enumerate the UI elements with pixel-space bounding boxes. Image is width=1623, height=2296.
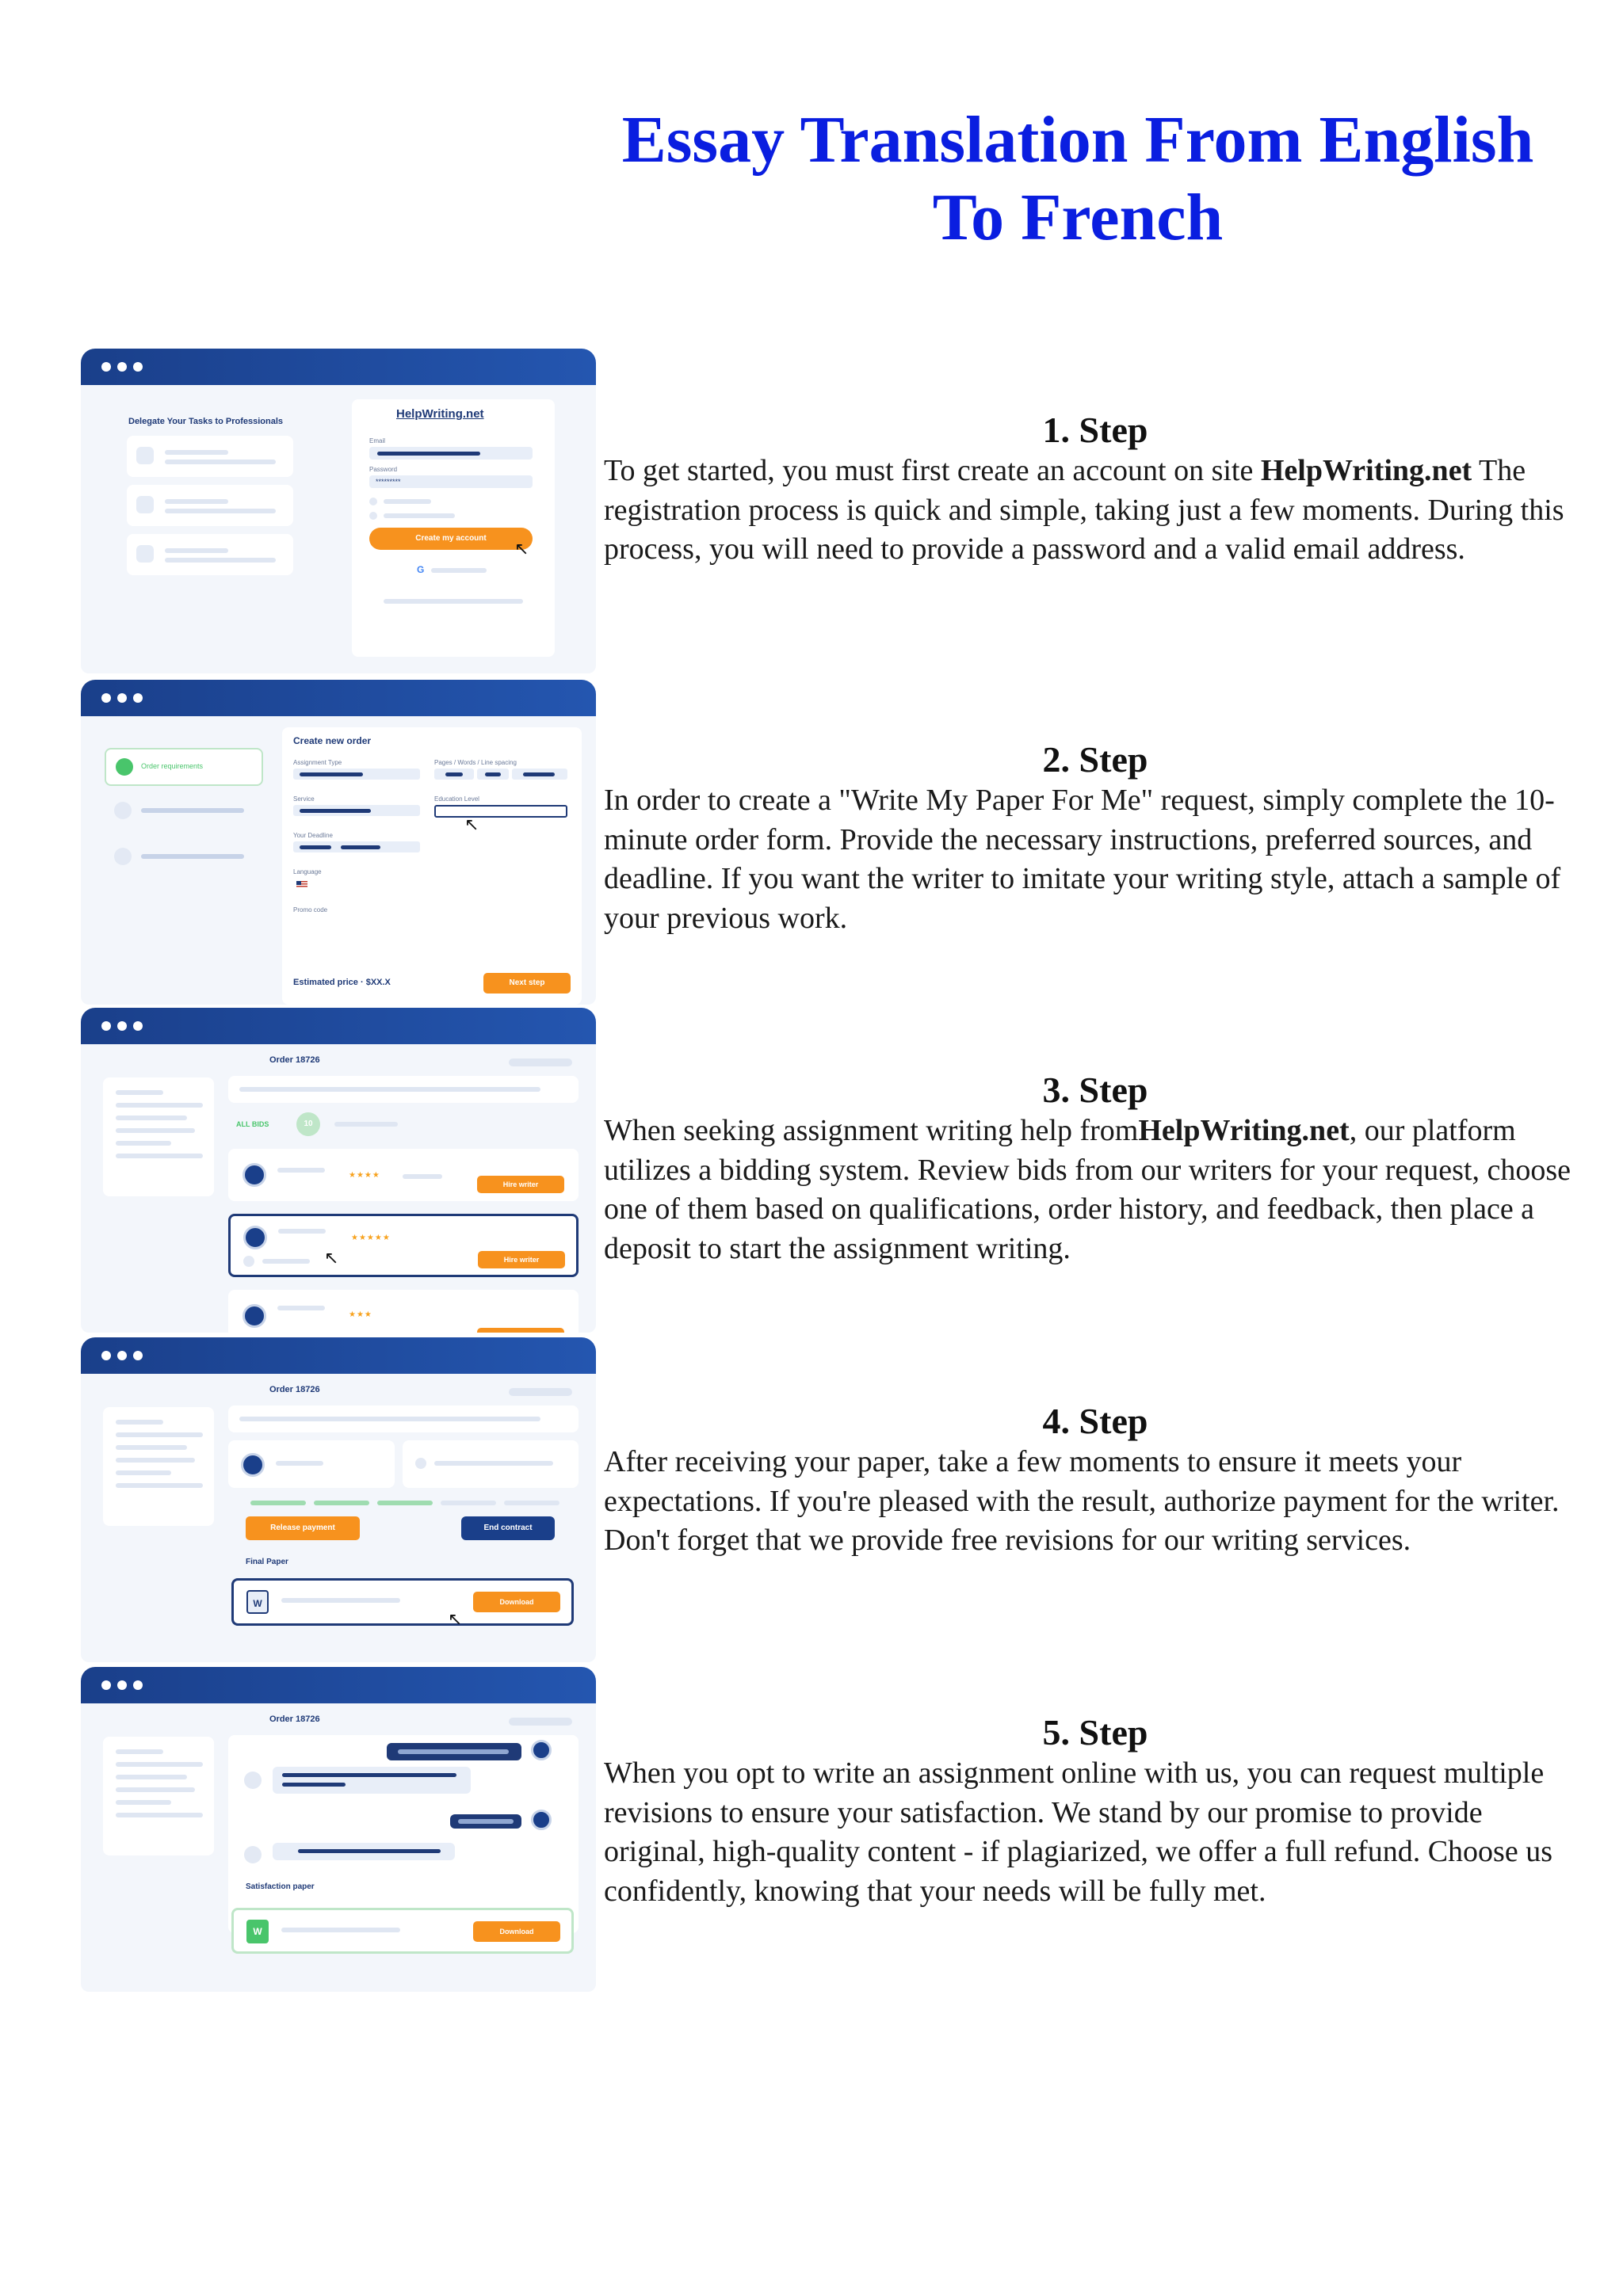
satisfaction-paper-row[interactable] <box>231 1908 574 1954</box>
user-avatar-icon <box>243 1226 267 1249</box>
sidebar-item-requirements[interactable] <box>105 748 263 786</box>
step-heading: 2. Step <box>1042 739 1148 780</box>
window-titlebar <box>81 349 596 385</box>
sidebar-item-label: Order requirements <box>141 762 204 770</box>
user-avatar-icon <box>531 1810 552 1830</box>
download-button[interactable]: Download <box>473 1592 560 1612</box>
step-text <box>604 1112 1587 1268</box>
window-dot-icon <box>133 362 143 372</box>
status-card <box>403 1440 579 1488</box>
email-field[interactable] <box>369 447 533 460</box>
final-paper-screenshot <box>81 1337 596 1662</box>
step-5 <box>604 1711 1587 1911</box>
checkbox[interactable] <box>369 512 377 520</box>
education-select[interactable] <box>434 805 567 818</box>
pages-stepper[interactable] <box>434 769 474 780</box>
step-text-part: , our platform utilizes a bidding system. Review bids from our writers for your request, choose one of them based on qualifications, order history, and feedback, then place a deposit to start the assignment writing. <box>604 1114 1571 1265</box>
feature-card <box>127 485 293 526</box>
step-text <box>604 452 1587 570</box>
chat-panel <box>228 1735 579 1933</box>
order-sidebar <box>103 1737 214 1855</box>
create-order-heading: Create new order <box>293 735 372 746</box>
step-1 <box>604 409 1587 570</box>
window-dot-icon <box>133 1680 143 1690</box>
order-title: Order 18726 <box>269 1385 320 1394</box>
feature-card <box>127 436 293 477</box>
service-select[interactable] <box>293 805 420 816</box>
service-label: Service <box>293 795 315 803</box>
bid-card[interactable] <box>228 1290 579 1333</box>
order-title: Order 18726 <box>269 1055 320 1065</box>
order-sidebar <box>103 1077 214 1196</box>
bid-card[interactable] <box>228 1149 579 1201</box>
window-dot-icon <box>117 1351 127 1360</box>
window-titlebar <box>81 680 596 716</box>
step-3 <box>604 1069 1587 1268</box>
google-icon[interactable]: G <box>417 564 425 575</box>
step-text-part: To get started, you must first create an account on site <box>604 454 1261 487</box>
release-payment-button[interactable]: Release payment <box>246 1516 360 1540</box>
bids-count-badge: 10 <box>296 1112 320 1136</box>
password-field[interactable] <box>369 475 533 488</box>
page-title-line-1: Essay Translation From English <box>621 103 1534 177</box>
spacing-select[interactable] <box>512 769 567 780</box>
step-text: In order to create a "Write My Paper For Me" request, simply complete the 10-minute order form. Provide the necessary instructions, preferred sources, and deadline. If you want the writer to imitate your writing style, attach a sample of your previous work. <box>604 784 1561 935</box>
order-title: Order 18726 <box>269 1714 320 1724</box>
signup-screenshot <box>81 349 596 673</box>
chat-bubble-outgoing <box>450 1814 521 1829</box>
step-heading: 3. Step <box>1042 1070 1148 1110</box>
delegate-heading: Delegate Your Tasks to Professionals <box>128 417 284 426</box>
education-label: Education Level <box>434 795 479 803</box>
step-2 <box>604 738 1587 938</box>
rating-stars: ★★★ <box>349 1310 372 1319</box>
window-dot-icon <box>133 1351 143 1360</box>
page-title-line-2: To French <box>932 181 1224 254</box>
window-dot-icon <box>117 1680 127 1690</box>
language-label: Language <box>293 868 322 875</box>
hire-writer-button[interactable]: Hire writer <box>478 1251 565 1268</box>
final-paper-label: Final Paper <box>246 1558 288 1566</box>
download-button[interactable]: Download <box>473 1921 560 1942</box>
step-text-part: The registration process is quick and simple, taking just a few moments. During this process, you will need to provide a password and a valid email address. <box>604 454 1564 566</box>
window-dot-icon <box>101 362 111 372</box>
rating-stars: ★★★★★ <box>351 1234 391 1242</box>
arrow-cursor-icon: ↖ <box>324 1248 339 1268</box>
satisfaction-label: Satisfaction paper <box>246 1882 315 1891</box>
window-dot-icon <box>117 693 127 703</box>
window-dot-icon <box>117 362 127 372</box>
window-dot-icon <box>133 693 143 703</box>
revisions-screenshot <box>81 1667 596 1992</box>
hire-writer-button[interactable]: Hire writer <box>477 1176 564 1193</box>
bid-card-selected[interactable] <box>228 1214 579 1277</box>
page-title <box>586 101 1569 257</box>
create-account-button[interactable]: Create my account <box>369 528 533 550</box>
window-titlebar <box>81 1667 596 1703</box>
step-heading: 5. Step <box>1042 1712 1148 1753</box>
window-dot-icon <box>101 1351 111 1360</box>
step-text: After receiving your paper, take a few moments to ensure it meets your expectations. If you're pleased with the result, authorize payment for the writer. Don't forget that we provide free revisions for our writing services. <box>604 1445 1560 1557</box>
window-titlebar <box>81 1008 596 1044</box>
checkbox[interactable] <box>369 498 377 505</box>
signup-form <box>352 399 555 657</box>
brand-name: HelpWriting.net <box>1260 454 1472 487</box>
brand-name: HelpWriting.net <box>1138 1114 1350 1147</box>
user-avatar-icon <box>242 1304 266 1328</box>
promo-label: Promo code <box>293 906 328 913</box>
chat-bubble-incoming <box>273 1767 471 1794</box>
helpwriting-logo: HelpWriting.net <box>396 407 484 421</box>
arrow-cursor-icon: ↖ <box>464 814 479 834</box>
window-dot-icon <box>133 1021 143 1031</box>
words-field[interactable] <box>477 769 509 780</box>
chat-bubble-incoming <box>273 1843 455 1860</box>
chat-bubble-outgoing <box>387 1743 521 1760</box>
assignment-type-select[interactable] <box>293 769 420 780</box>
assignment-type-label: Assignment Type <box>293 759 342 766</box>
window-dot-icon <box>101 1021 111 1031</box>
final-paper-row[interactable] <box>231 1578 574 1629</box>
user-avatar-icon <box>531 1740 552 1760</box>
deadline-picker[interactable] <box>293 841 420 852</box>
user-avatar-icon <box>242 1163 266 1187</box>
rating-stars: ★★★★ <box>349 1171 380 1180</box>
order-sidebar <box>103 1407 214 1526</box>
estimated-price: Estimated price · $XX.X <box>293 978 391 987</box>
next-step-button[interactable]: Next step <box>483 973 571 994</box>
arrow-cursor-icon: ↖ <box>514 539 529 559</box>
bids-screenshot <box>81 1008 596 1333</box>
email-label: Email <box>369 437 386 444</box>
window-dot-icon <box>101 693 111 703</box>
step-4 <box>604 1400 1587 1561</box>
password-mask: ********* <box>376 478 401 486</box>
us-flag-icon[interactable] <box>296 881 307 888</box>
order-form <box>282 727 582 1005</box>
step-text-part: When seeking assignment writing help from <box>604 1114 1139 1147</box>
end-contract-button[interactable]: End contract <box>461 1516 555 1540</box>
arrow-cursor-icon: ↖ <box>448 1609 463 1629</box>
window-dot-icon <box>117 1021 127 1031</box>
password-label: Password <box>369 466 398 473</box>
user-avatar-icon <box>241 1453 265 1477</box>
word-document-icon: W <box>246 1920 269 1943</box>
word-document-icon: W <box>246 1590 269 1614</box>
pages-label: Pages / Words / Line spacing <box>434 759 517 766</box>
step-heading: 4. Step <box>1042 1401 1148 1441</box>
hire-writer-button[interactable] <box>477 1328 564 1333</box>
window-dot-icon <box>101 1680 111 1690</box>
order-summary <box>228 1405 579 1432</box>
order-summary <box>228 1076 579 1103</box>
step-heading: 1. Step <box>1042 410 1148 450</box>
step-text: When you opt to write an assignment online with us, you can request multiple revisions to ensure your satisfaction. We stand by our promise to provide original, high-quality content - if plagiarized, we offer a full refund. Choose us confidently, knowing that your needs will be fully met. <box>604 1756 1552 1908</box>
feature-card <box>127 534 293 575</box>
order-form-screenshot <box>81 680 596 1005</box>
deadline-label: Your Deadline <box>293 832 333 839</box>
all-bids-label: ALL BIDS <box>236 1120 269 1128</box>
writer-card <box>228 1440 395 1488</box>
window-titlebar <box>81 1337 596 1374</box>
